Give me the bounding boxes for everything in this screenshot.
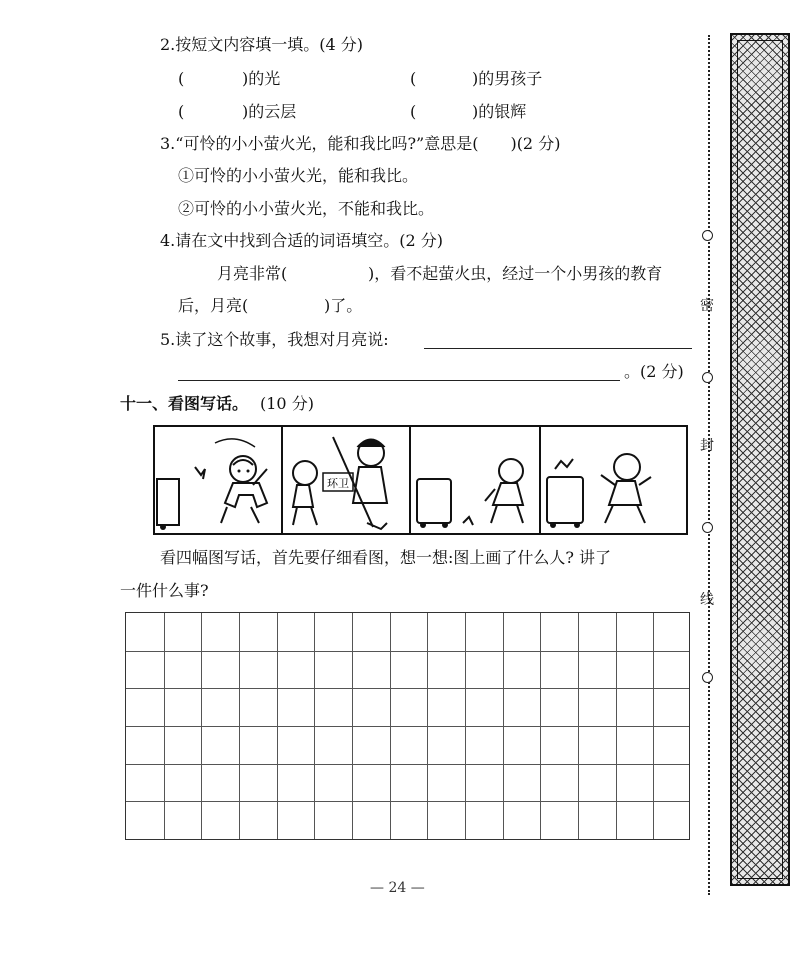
q2-item-1-open: ( [178, 69, 185, 88]
comic-panel-2 [283, 427, 411, 533]
page-number: — 24 — [370, 880, 425, 896]
grid-line [126, 801, 689, 802]
side-char-xian: 线 [700, 592, 714, 608]
boy-throwing-peel-illustration [155, 427, 281, 533]
q2-item-1-close: )的光 [242, 69, 281, 88]
q2-item-4-close: )的银辉 [472, 102, 527, 121]
q2-item-2-open: ( [410, 69, 417, 88]
binding-ring [702, 522, 713, 533]
side-char-feng: 封 [700, 438, 714, 454]
seal-dotted-line [708, 35, 710, 895]
q2-item-3-close: )的云层 [242, 102, 297, 121]
q5-answer-line-1[interactable] [424, 348, 692, 349]
section11-heading: 十一、看图写话。 [120, 394, 249, 413]
q4-line1-a: 月亮非常( [217, 264, 288, 283]
comic-strip [153, 425, 688, 535]
boy-putting-peel-in-bin-illustration [541, 427, 686, 533]
q4-line2-b: )了。 [324, 296, 363, 315]
binding-ring [702, 230, 713, 241]
q4-line2-a: 后，月亮( [178, 296, 249, 315]
grid-line [126, 764, 689, 765]
sweeper-and-boy-illustration [283, 427, 409, 533]
sign-text: 环卫 [327, 477, 349, 490]
q3-option-1: ①可怜的小小萤火光，能和我比。 [178, 166, 419, 185]
comic-panel-3 [411, 427, 541, 533]
binding-ring [702, 672, 713, 683]
comic-panel-1 [155, 427, 283, 533]
section11-instruction-line-2: 一件什么事? [120, 581, 209, 600]
q2-item-3-open: ( [178, 102, 185, 121]
section11-score: (10 分) [260, 394, 314, 413]
grid-line [126, 651, 689, 652]
q3-title: 3.“可怜的小小萤火光，能和我比吗?”意思是( )(2 分) [160, 134, 561, 153]
section11-instruction-line-1: 看四幅图写话，首先要仔细看图，想一想:图上画了什么人? 讲了 [160, 548, 612, 567]
q2-item-4-open: ( [410, 102, 417, 121]
writing-grid[interactable] [125, 612, 690, 840]
side-char-mi: 密 [700, 298, 714, 314]
comic-panel-4 [541, 427, 686, 533]
boy-walking-past-bin-illustration [411, 427, 539, 533]
grid-line [126, 726, 689, 727]
q2-title: 2.按短文内容填一填。(4 分) [160, 35, 364, 54]
binding-ring [702, 372, 713, 383]
q5-score: 。(2 分) [624, 362, 684, 381]
grid-line [126, 688, 689, 689]
q5-answer-line-2[interactable] [178, 380, 620, 381]
q5-title: 5.读了这个故事，我想对月亮说: [160, 330, 389, 349]
q3-option-2: ②可怜的小小萤火光，不能和我比。 [178, 199, 435, 218]
q4-line1-b: )，看不起萤火虫，经过一个小男孩的教育 [368, 264, 663, 283]
q2-item-2-close: )的男孩子 [472, 69, 543, 88]
q4-title: 4.请在文中找到合适的词语填空。(2 分) [160, 231, 444, 250]
decorative-border-pattern [730, 33, 790, 886]
